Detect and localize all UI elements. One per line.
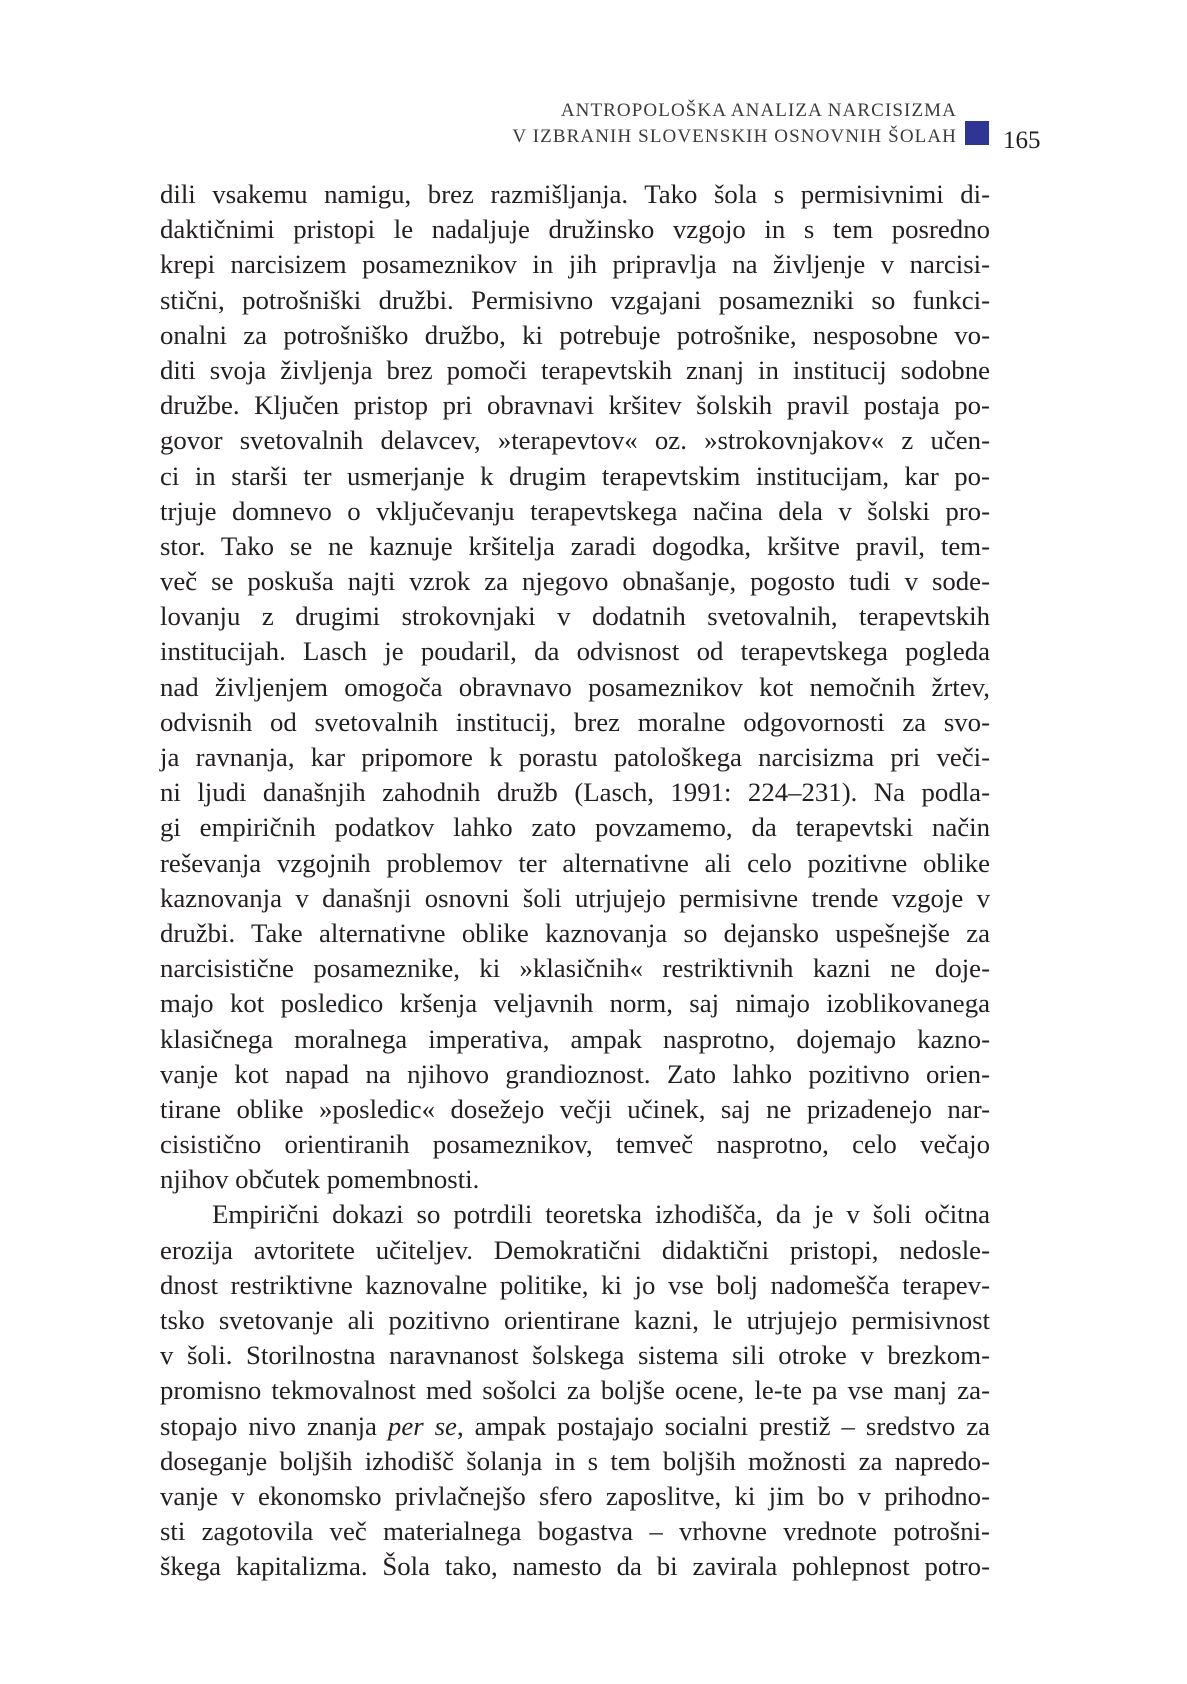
text-line: cisistično orientiranih posameznikov, temveč nasprotno, celo večajo xyxy=(160,1129,990,1160)
text-segment: , ampak postajajo socialni prestiž – sredstvo za xyxy=(456,1410,990,1441)
italic-phrase: per se xyxy=(387,1410,457,1441)
text-line: govor svetovalnih delavcev, »terapevtov« oz. »strokovnjakov« z učen- xyxy=(160,425,990,456)
running-head-marker-square xyxy=(965,121,989,145)
text-line: stični, potrošniški družbi. Permisivno vzgajani posamezniki so funkci- xyxy=(160,284,990,315)
paragraph-1 xyxy=(160,177,990,1197)
running-head-line-1: ANTROPOLOŠKA ANALIZA NARCISIZMA xyxy=(560,100,957,121)
text-line: lovanju z drugimi strokovnjaki v dodatnih svetovalnih, terapevtskih xyxy=(160,601,990,632)
text-line: Empirični dokazi so potrdili teoretska izhodišča, da je v šoli očitna xyxy=(212,1199,990,1230)
text-line: krepi narcisizem posameznikov in jih pripravlja na življenje v narcisi- xyxy=(160,249,990,280)
text-line: klasičnega moralnega imperativa, ampak nasprotno, dojemajo kazno- xyxy=(160,1023,990,1054)
text-line: njihov občutek pomembnosti. xyxy=(160,1164,480,1195)
text-line: stor. Tako se ne kaznuje kršitelja zaradi dogodka, kršitve pravil, tem- xyxy=(160,530,990,561)
text-line: sti zagotovila več materialnega bogastva – vrhovne vrednote potrošni- xyxy=(160,1516,990,1547)
text-line: družbi. Take alternativne oblike kaznovanja so dejansko uspešnejše za xyxy=(160,917,990,948)
text-line: institucijah. Lasch je poudaril, da odvisnost od terapevtskega pogleda xyxy=(160,636,990,667)
text-line: majo kot posledico kršenja veljavnih norm, saj nimajo izoblikovanega xyxy=(160,988,990,1019)
text-line: gi empiričnih podatkov lahko zato povzamemo, da terapevtski način xyxy=(160,812,990,843)
text-line: tsko svetovanje ali pozitivno orientirane kazni, le utrjujejo permisivnost xyxy=(160,1305,990,1335)
text-line: škega kapitalizma. Šola tako, namesto da bi zavirala pohlepnost potro- xyxy=(160,1551,990,1582)
text-line: vanje v ekonomsko privlačnejšo sfero zaposlitve, ki jim bo v prihodno- xyxy=(160,1480,990,1511)
text-line: daktičnimi pristopi le nadaljuje družinsko vzgojo in s tem posredno xyxy=(160,214,990,245)
text-line: družbe. Ključen pristop pri obravnavi kršitev šolskih pravil postaja po- xyxy=(160,390,990,421)
text-line: ni ljudi današnjih zahodnih družb (Lasch, 1991: 224–231). Na podla- xyxy=(160,777,990,808)
text-line: nad življenjem omogoča obravnavo posameznikov kot nemočnih žrtev, xyxy=(160,671,990,702)
text-line: diti svoja življenja brez pomoči terapevtskih znanj in institucij sodobne xyxy=(160,354,990,385)
text-line: ci in starši ter usmerjanje k drugim terapevtskim institucijam, kar po- xyxy=(160,460,990,491)
text-line: vanje kot napad na njihovo grandioznost. Zato lahko pozitivno orien- xyxy=(160,1058,990,1089)
text-line: dnost restriktivne kaznovalne politike, ki jo vse bolj nadomešča terapev- xyxy=(160,1269,990,1300)
page-number: 165 xyxy=(1003,127,1041,154)
text-line: kaznovanja v današnji osnovni šoli utrjujejo permisivne trende vzgoje v xyxy=(160,882,990,913)
text-line: promisno tekmovalnost med sošolci za boljše ocene, le-te pa vse manj za- xyxy=(160,1375,990,1406)
text-line: narcisistične posameznike, ki »klasičnih« restriktivnih kazni ne doje- xyxy=(160,953,990,984)
text-line: onalni za potrošniško družbo, ki potrebuje potrošnike, nesposobne vo- xyxy=(160,319,990,350)
body-text xyxy=(160,177,990,1585)
text-line: dili vsakemu namigu, brez razmišljanja. Tako šola s permisivnimi di- xyxy=(160,179,990,209)
text-line: erozija avtoritete učiteljev. Demokratični didaktični pristopi, nedosle- xyxy=(160,1234,990,1265)
text-line-with-italic xyxy=(160,1409,990,1444)
text-line: ja ravnanja, kar pripomore k porastu patološkega narcisizma pri veči- xyxy=(160,742,990,772)
running-head xyxy=(512,98,957,150)
paragraph-2 xyxy=(160,1197,990,1584)
text-segment: stopajo nivo znanja xyxy=(160,1410,388,1441)
text-line: več se poskuša najti vzrok za njegovo obnašanje, pogosto tudi v sode- xyxy=(160,566,990,597)
text-line: doseganje boljših izhodišč šolanja in s tem boljših možnosti za napredo- xyxy=(160,1445,990,1476)
text-line: odvisnih od svetovalnih institucij, brez moralne odgovornosti za svo- xyxy=(160,706,990,737)
running-head-line-2: V IZBRANIH SLOVENSKIH OSNOVNIH ŠOLAH xyxy=(512,126,957,147)
text-line: tirane oblike »posledic« dosežejo večji učinek, saj ne prizadenejo nar- xyxy=(160,1093,990,1124)
text-line: v šoli. Storilnostna naravnanost šolskega sistema sili otroke v brezkom- xyxy=(160,1340,990,1371)
text-line: reševanja vzgojnih problemov ter alternativne ali celo pozitivne oblike xyxy=(160,847,990,878)
text-line: trjuje domnevo o vključevanju terapevtskega načina dela v šolski pro- xyxy=(160,495,990,526)
